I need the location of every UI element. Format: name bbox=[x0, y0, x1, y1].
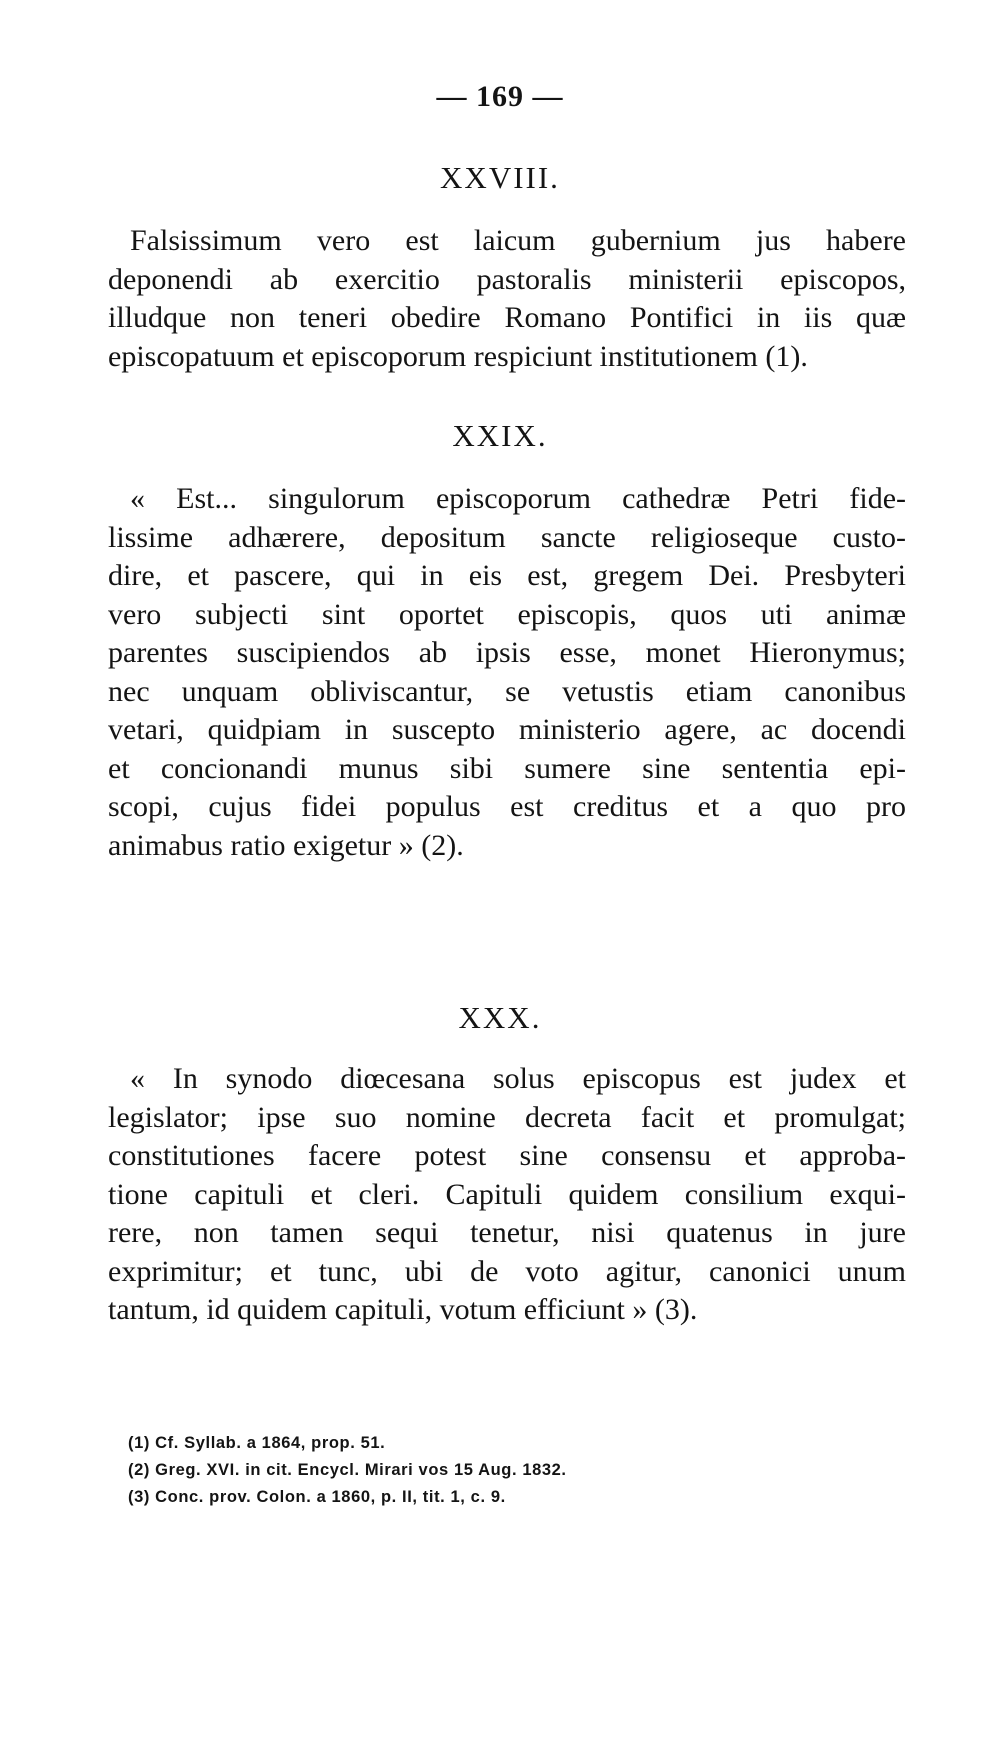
text-line: et concionandi munus sibi sumere sine sententia epi- bbox=[108, 751, 906, 785]
text-line: rere, non tamen sequi tenetur, nisi quatenus in jure bbox=[108, 1216, 906, 1249]
text-line: tantum, id quidem capituli, votum efficiunt » (3). bbox=[108, 1293, 698, 1326]
text-line: tione capituli et cleri. Capituli quidem consilium exqui- bbox=[108, 1177, 906, 1211]
footnote-3: (3) Conc. prov. Colon. a 1860, p. II, tit. 1, c. 9. bbox=[128, 1488, 506, 1506]
text-line: legislator; ipse suo nomine decreta facit et promulgat; bbox=[108, 1100, 906, 1134]
text-line: Falsissimum vero est laicum gubernium jus habere bbox=[130, 224, 906, 257]
text-line: nec unquam obliviscantur, se vetustis etiam canonibus bbox=[108, 674, 906, 708]
text-line: « Est... singulorum episcoporum cathedræ Petri fide- bbox=[130, 482, 906, 515]
text-line: animabus ratio exigetur » (2). bbox=[108, 828, 464, 862]
text-line: constitutiones facere potest sine consensu et approba- bbox=[108, 1139, 906, 1172]
text-line: exprimitur; et tunc, ubi de voto agitur, canonici unum bbox=[108, 1254, 906, 1288]
footnote-2: (2) Greg. XVI. in cit. Encycl. Mirari vos 15 Aug. 1832. bbox=[128, 1461, 567, 1479]
text-line: vero subjecti sint oportet episcopis, quos uti animæ bbox=[108, 597, 906, 631]
footnote-1: (1) Cf. Syllab. a 1864, prop. 51. bbox=[128, 1434, 386, 1452]
section-heading-xxix: XXIX. bbox=[452, 418, 548, 453]
text-line: scopi, cujus fidei populus est creditus et a quo pro bbox=[108, 790, 906, 823]
section-heading-xxx: XXX. bbox=[458, 1000, 542, 1035]
section-paragraph-xxx bbox=[108, 1060, 906, 1330]
section-heading-xxviii: XXVIII. bbox=[440, 160, 560, 195]
text-line: illudque non teneri obedire Romano Pontifici in iis quæ bbox=[108, 301, 906, 334]
text-line: episcopatuum et episcoporum respiciunt institutionem (1). bbox=[108, 339, 808, 373]
section-paragraph-xxviii bbox=[108, 222, 906, 376]
page-number: — 169 — bbox=[436, 80, 564, 113]
section-paragraph-xxix bbox=[108, 480, 906, 865]
text-line: vetari, quidpiam in suscepto ministerio agere, ac docendi bbox=[108, 713, 906, 746]
text-line: parentes suscipiendos ab ipsis esse, monet Hieronymus; bbox=[108, 636, 906, 669]
text-line: « In synodo diœcesana solus episcopus est judex et bbox=[130, 1062, 906, 1095]
text-line: deponendi ab exercitio pastoralis ministerii episcopos, bbox=[108, 262, 906, 296]
footnotes bbox=[128, 1430, 848, 1511]
text-line: lissime adhærere, depositum sancte religioseque custo- bbox=[108, 520, 906, 554]
text-line: dire, et pascere, qui in eis est, gregem Dei. Presbyteri bbox=[108, 559, 906, 592]
